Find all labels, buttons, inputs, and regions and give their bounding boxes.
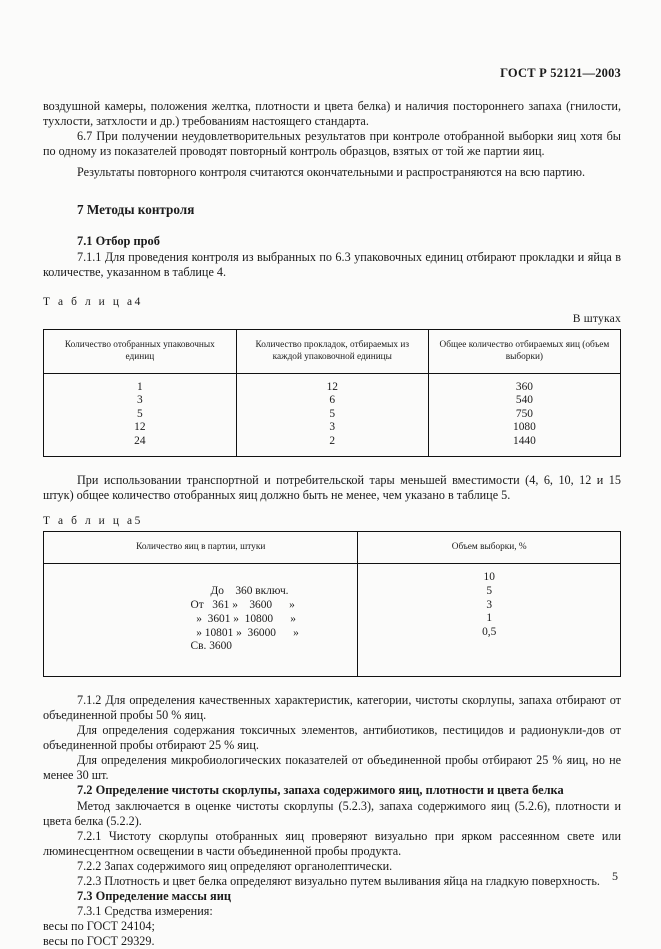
- paragraph-7-3-1: 7.3.1 Средства измерения:: [77, 904, 213, 919]
- paragraph-after-table-4: При использовании транспортной и потребительской тары меньшей вместимости (4, 6, 10, 12 и 15 штук) общее количество отобранных яиц должно быть не менее, чем указано в таблице 5.: [43, 473, 621, 503]
- table-4-cell: 5: [329, 407, 336, 420]
- paragraph-7-2-3: 7.2.3 Плотность и цвет белка определяют визуально путем выливания яйца на гладкую поверхность.: [77, 873, 600, 888]
- table-4-col-2: [236, 373, 428, 457]
- table-4-col-1: [44, 373, 237, 457]
- table-4-cell: 3: [137, 394, 143, 407]
- table-4-cell: 5: [137, 407, 143, 420]
- table-5-cell: 1: [486, 612, 493, 625]
- clause-7-3-heading: 7.3 Определение массы яиц: [77, 888, 231, 903]
- table-4-caption-label: Т а б л и ц а: [43, 295, 135, 308]
- table-5-caption: [43, 515, 621, 527]
- table-5-header-cell-2: Объем выборки, %: [358, 532, 621, 564]
- paragraph-7-3-1-item-a: весы по ГОСТ 24104;: [43, 919, 155, 934]
- table-4-cell: 2: [329, 434, 336, 447]
- table-4-cell: 24: [134, 434, 146, 447]
- table-4-header-cell-2: Количество прокладок, отбираемых из каждой упаковочной единицы: [236, 329, 428, 373]
- table-5-col-2: [358, 564, 621, 677]
- table-5-cell: 5: [486, 585, 493, 598]
- clause-7-1-heading: 7.1 Отбор проб: [77, 234, 160, 248]
- table-5-cell: 3: [486, 598, 493, 611]
- table-4-cell: 12: [326, 380, 338, 393]
- table-4-cell: 1080: [513, 421, 536, 434]
- paragraph-6-7: 6.7 При получении неудовлетворительных результатов при контроле отобранной выборки яиц хотя бы по одному из показателей проводят повторный контроль образцов, взятых от той же партии яиц.: [43, 129, 621, 158]
- table-4-header-row: [44, 329, 621, 373]
- paragraph-7-1-1: 7.1.1 Для проведения контроля из выбранных по 6.3 упаковочных единиц отбирают прокладки и яйца в количестве, указанном в таблице 4.: [43, 249, 621, 279]
- page-content: [43, 0, 621, 949]
- table-5-cell: » 3601 » 10800 »: [190, 612, 296, 625]
- table-4-cell: 6: [329, 394, 336, 407]
- table-4-cell: 750: [515, 407, 533, 420]
- table-5-body-row: [44, 564, 621, 677]
- table-5-cell: » 10801 » 36000 »: [190, 626, 299, 639]
- table-5-caption-number: 5: [134, 515, 141, 528]
- paragraph-7-1-2-c: Для определения микробиологических показателей от объединенной пробы отбирают 25 % яиц, но не менее 30 шт.: [43, 753, 621, 783]
- paragraph-7-1-2-b: Для определения содержания токсичных элементов, антибиотиков, пестицидов и радионукли-дов от объединенной пробы отбирают 25 % яиц.: [43, 723, 621, 753]
- table-5-cell: Св. 3600: [190, 640, 232, 653]
- paragraph-7-1-2: 7.1.2 Для определения качественных характеристик, категории, чистоты скорлупы, запаха отбирают от объединенной пробы 50 % яиц.: [43, 693, 621, 723]
- table-5-range-list: [151, 571, 299, 668]
- table-4-cell: 1440: [513, 434, 536, 447]
- table-4-cell: 3: [329, 421, 336, 434]
- table-4-header-cell-1: Количество отобранных упаковочных единиц: [44, 329, 237, 373]
- paragraph-7-2: Метод заключается в оценке чистоты скорлупы (5.2.3), запаха содержимого яиц (5.2.6), плотности и цвета белка (5.2.2).: [43, 798, 621, 828]
- table-4: [43, 329, 621, 458]
- table-5-cell: 0,5: [482, 625, 497, 638]
- paragraph-7-3-1-item-b: весы по ГОСТ 29329.: [43, 934, 155, 949]
- running-header-standard-id: ГОСТ Р 52121—2003: [500, 66, 621, 80]
- table-5-cell: До 360 включ.: [190, 585, 289, 598]
- table-5-cell: От 361 » 3600 »: [190, 599, 295, 612]
- table-4-col-3: [428, 373, 620, 457]
- table-4-cell: 12: [134, 421, 146, 434]
- table-4-caption-number: 4: [134, 295, 141, 308]
- paragraph-6-7-second: Результаты повторного контроля считаются окончательными и распространяются на всю партию.: [77, 165, 585, 179]
- table-5-header-cell-1: Количество яиц в партии, штуки: [44, 532, 358, 564]
- paragraph-7-2-2: 7.2.2 Запах содержимого яиц определяют органолептически.: [77, 858, 393, 873]
- paragraph-7-2-1: 7.2.1 Чистоту скорлупы отобранных яиц проверяют визуально при ярком рассеянном свете или люминесцентном освещении в части объединенной пробы продукта.: [43, 828, 621, 858]
- table-4-caption: [43, 296, 621, 308]
- table-5-col-1: [44, 564, 358, 677]
- table-4-header-cell-3: Общее количество отбираемых яиц (объем выборки): [428, 329, 620, 373]
- clause-7-2-heading: 7.2 Определение чистоты скорлупы, запаха содержимого яиц, плотности и цвета белка: [77, 783, 564, 798]
- table-5: [43, 531, 621, 677]
- page-number: 5: [612, 869, 618, 883]
- table-4-units-note: В штуках: [572, 311, 621, 325]
- table-4-cell: 540: [515, 394, 533, 407]
- section-7-heading: 7 Методы контроля: [77, 202, 195, 217]
- table-5-cell: 10: [483, 571, 495, 584]
- table-4-cell: 1: [137, 380, 143, 393]
- table-5-caption-label: Т а б л и ц а: [43, 515, 135, 528]
- table-4-cell: 360: [515, 380, 533, 393]
- table-4-body-row: [44, 373, 621, 457]
- paragraph-continued: воздушной камеры, положения желтка, плотности и цвета белка) и наличия постороннего запаха (гнилости, тухлости, затхлости и др.) требованиям настоящего стандарта.: [43, 99, 621, 128]
- table-5-header-row: [44, 532, 621, 564]
